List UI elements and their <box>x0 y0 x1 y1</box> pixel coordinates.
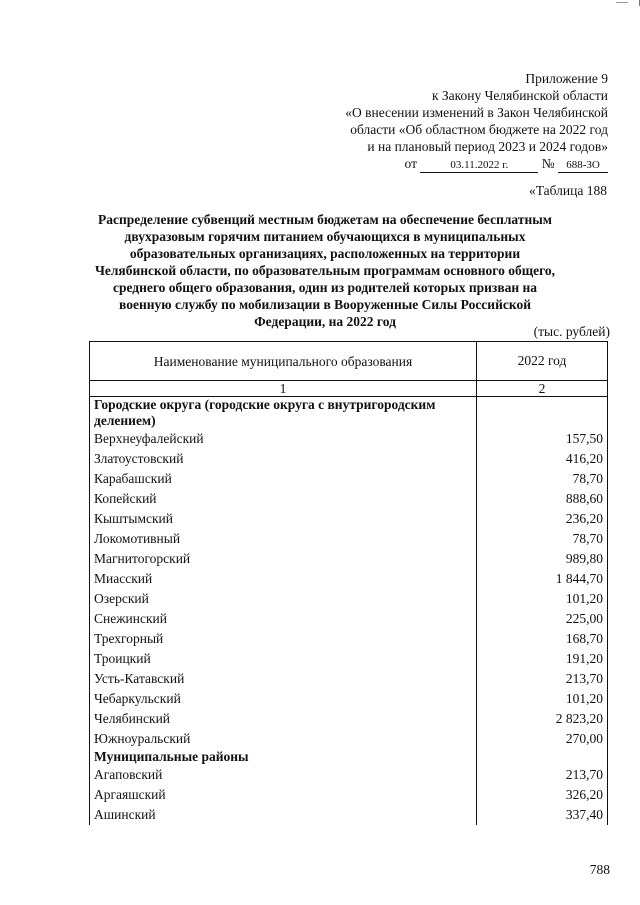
table-row <box>90 669 608 689</box>
municipality-name: Копейский <box>90 489 477 509</box>
municipality-name: Трехгорный <box>90 629 477 649</box>
header-line: области «Об областном бюджете на 2022 год <box>350 122 608 137</box>
municipality-name: Троицкий <box>90 649 477 669</box>
amount: 989,80 <box>477 549 608 569</box>
amount: 888,60 <box>477 489 608 509</box>
amount: 416,20 <box>477 449 608 469</box>
header-line: Приложение 9 <box>525 71 608 86</box>
law-date-number <box>278 155 608 173</box>
table-row <box>90 569 608 589</box>
municipality-name: Ашинский <box>90 805 477 825</box>
law-date: 03.11.2022 г. <box>420 158 538 173</box>
group-value-empty <box>477 397 608 430</box>
amount: 2 823,20 <box>477 709 608 729</box>
table-row <box>90 649 608 669</box>
amount: 213,70 <box>477 765 608 785</box>
municipality-name: Локомотивный <box>90 529 477 549</box>
municipality-name: Южноуральский <box>90 729 477 749</box>
amount: 101,20 <box>477 589 608 609</box>
column-number: 2 <box>477 381 608 397</box>
document-title: Распределение субвенций местным бюджетам на обеспечение бесплатным двухразовым горячим питанием обучающихся в муниципальных образовательных организациях, расположенных на территории Челябинской области, по образовательным программам основного общего, среднего общего образования, один из родителей которых призван на военную службу по мобилизации в Вооруженные Силы Российской Федерации, на 2022 год <box>94 212 556 329</box>
amount: 225,00 <box>477 609 608 629</box>
header-line: к Закону Челябинской области <box>431 88 608 103</box>
municipality-name: Магнитогорский <box>90 549 477 569</box>
group-value-empty <box>477 749 608 765</box>
column-number-row <box>90 381 608 397</box>
municipality-name: Аргаяшский <box>90 785 477 805</box>
table-header-row <box>90 342 608 381</box>
amount: 236,20 <box>477 509 608 529</box>
table-row <box>90 529 608 549</box>
units-label: (тыс. рублей) <box>533 324 610 339</box>
table-row <box>90 729 608 749</box>
header-line: «О внесении изменений в Закон Челябинской <box>345 105 608 120</box>
municipality-name: Челябинский <box>90 709 477 729</box>
date-prefix: от <box>404 156 417 171</box>
amount: 337,40 <box>477 805 608 825</box>
amount: 157,50 <box>477 429 608 449</box>
group-heading: Муниципальные районы <box>90 749 477 765</box>
table-row <box>90 509 608 529</box>
table-reference: «Таблица 188 <box>529 183 607 198</box>
table-row <box>90 589 608 609</box>
column-number: 1 <box>90 381 477 397</box>
municipality-name: Верхнеуфалейский <box>90 429 477 449</box>
municipality-name: Снежинский <box>90 609 477 629</box>
amount: 270,00 <box>477 729 608 749</box>
table-row <box>90 489 608 509</box>
law-number: 688-ЗО <box>558 158 608 173</box>
column-header-name: Наименование муниципального образования <box>90 342 477 381</box>
municipality-name: Усть-Катавский <box>90 669 477 689</box>
page-number: 788 <box>589 862 610 877</box>
municipality-name: Агаповский <box>90 765 477 785</box>
table-row <box>90 805 608 825</box>
header-line: и на плановый период 2023 и 2024 годов» <box>367 139 608 154</box>
table-row <box>90 785 608 805</box>
municipality-name: Чебаркульский <box>90 689 477 709</box>
amount: 78,70 <box>477 469 608 489</box>
municipality-name: Карабашский <box>90 469 477 489</box>
amount: 168,70 <box>477 629 608 649</box>
group-row <box>90 749 608 765</box>
appendix-header <box>278 70 608 173</box>
column-header-year: 2022 год <box>477 342 608 381</box>
table-row <box>90 449 608 469</box>
group-heading: Городские округа (городские округа с внутригородским делением) <box>90 397 477 430</box>
municipality-name: Миасский <box>90 569 477 589</box>
group-row <box>90 397 608 430</box>
amount: 1 844,70 <box>477 569 608 589</box>
amount: 326,20 <box>477 785 608 805</box>
number-prefix: № <box>541 156 555 171</box>
table-row <box>90 429 608 449</box>
table-row <box>90 709 608 729</box>
amount: 101,20 <box>477 689 608 709</box>
table-row <box>90 765 608 785</box>
municipality-name: Кыштымский <box>90 509 477 529</box>
table-row <box>90 609 608 629</box>
table-row <box>90 689 608 709</box>
table-row <box>90 549 608 569</box>
municipality-name: Златоустовский <box>90 449 477 469</box>
amount: 191,20 <box>477 649 608 669</box>
amount: 78,70 <box>477 529 608 549</box>
subvention-table <box>89 341 608 825</box>
table-row <box>90 469 608 489</box>
table-row <box>90 629 608 649</box>
amount: 213,70 <box>477 669 608 689</box>
scan-corner-mark <box>616 2 628 3</box>
municipality-name: Озерский <box>90 589 477 609</box>
